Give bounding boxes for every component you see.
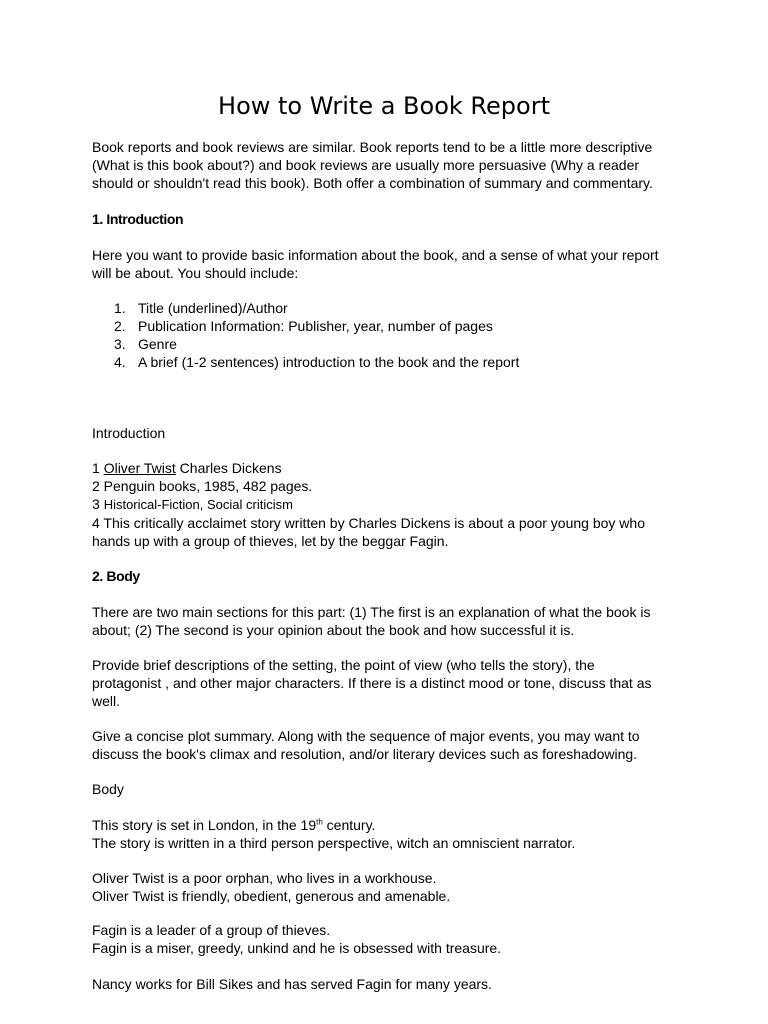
- body-example-fagin: [92, 921, 678, 957]
- body-paragraph-1: [92, 603, 678, 639]
- book-title: Oliver Twist: [103, 460, 176, 476]
- list-number: 1.: [114, 300, 126, 316]
- introduction-example: [92, 459, 678, 550]
- example-line-title: [92, 459, 678, 477]
- intro-line: Book reports and book reviews are similar. Book reports tend to be a little more descriptive: [92, 139, 653, 155]
- section-heading-body: 2. Body: [92, 568, 140, 584]
- list-item: [92, 317, 678, 335]
- text-line: This story is set in London, in the 19: [92, 817, 317, 833]
- text-line: Provide brief descriptions of the setting, the point of view (who tells the story), the: [92, 657, 595, 673]
- list-item: [92, 353, 678, 371]
- intro-line: should or shouldn't read this book). Both offer a combination of summary and commentary.: [92, 175, 653, 191]
- line-number: 1: [92, 460, 100, 476]
- genre-text: Historical-Fiction, Social criticism: [103, 497, 293, 512]
- book-author: Charles Dickens: [179, 460, 282, 476]
- text-line: 4 This critically acclaimet story written by Charles Dickens is about a poor young boy who: [92, 515, 645, 531]
- example-label-body: Body: [92, 781, 124, 797]
- example-line-publication: 2 Penguin books, 1985, 482 pages.: [92, 478, 313, 494]
- requirements-list: [92, 299, 678, 371]
- text-line: protagonist , and other major characters. If there is a distinct mood or tone, discuss that as: [92, 675, 652, 691]
- text-line: discuss the book's climax and resolution, and/or literary devices such as foreshadowing.: [92, 746, 638, 762]
- text-line: Fagin is a leader of a group of thieves.: [92, 922, 331, 938]
- text-line: The story is written in a third person perspective, witch an omniscient narrator.: [92, 835, 576, 851]
- list-number: 2.: [114, 318, 126, 334]
- list-item: [92, 299, 678, 317]
- line-number: 3: [92, 496, 100, 512]
- list-number: 4.: [114, 354, 126, 370]
- example-line-genre: [92, 495, 678, 514]
- text-line: will be about. You should include:: [92, 265, 299, 281]
- text-line: hands up with a group of thieves, let by the beggar Fagin.: [92, 533, 449, 549]
- example-line-summary: [92, 514, 678, 550]
- text-line: Oliver Twist is friendly, obedient, generous and amenable.: [92, 888, 451, 904]
- intro-paragraph: [92, 138, 678, 192]
- section-heading-introduction: 1. Introduction: [92, 211, 184, 227]
- example-label-introduction: Introduction: [92, 425, 166, 441]
- list-item: [92, 335, 678, 353]
- list-text: Publication Information: Publisher, year, number of pages: [138, 318, 493, 334]
- list-text: Genre: [138, 336, 177, 352]
- text-line: Oliver Twist is a poor orphan, who lives in a workhouse.: [92, 870, 437, 886]
- introduction-description: [92, 246, 678, 282]
- text-line: century.: [322, 817, 376, 833]
- body-paragraph-2: [92, 656, 678, 710]
- text-line: There are two main sections for this part: (1) The first is an explanation of what the book is: [92, 604, 651, 620]
- text-line: about; (2) The second is your opinion about the book and how successful it is.: [92, 622, 575, 638]
- page-title: How to Write a Book Report: [218, 92, 550, 120]
- text-line: Fagin is a miser, greedy, unkind and he is obsessed with treasure.: [92, 940, 502, 956]
- list-text: A brief (1-2 sentences) introduction to the book and the report: [138, 354, 520, 370]
- body-paragraph-3: [92, 727, 678, 763]
- text-line: Give a concise plot summary. Along with the sequence of major events, you may want to: [92, 728, 640, 744]
- list-number: 3.: [114, 336, 126, 352]
- text-line: well.: [92, 693, 121, 709]
- intro-line: (What is this book about?) and book reviews are usually more persuasive (Why a reader: [92, 157, 640, 173]
- text-line: Here you want to provide basic information about the book, and a sense of what your report: [92, 247, 659, 263]
- list-text: Title (underlined)/Author: [138, 300, 288, 316]
- body-example-oliver: [92, 869, 678, 905]
- body-example-nancy: Nancy works for Bill Sikes and has served Fagin for many years.: [92, 976, 492, 992]
- superscript: th: [316, 817, 323, 827]
- body-example-setting: [92, 816, 678, 852]
